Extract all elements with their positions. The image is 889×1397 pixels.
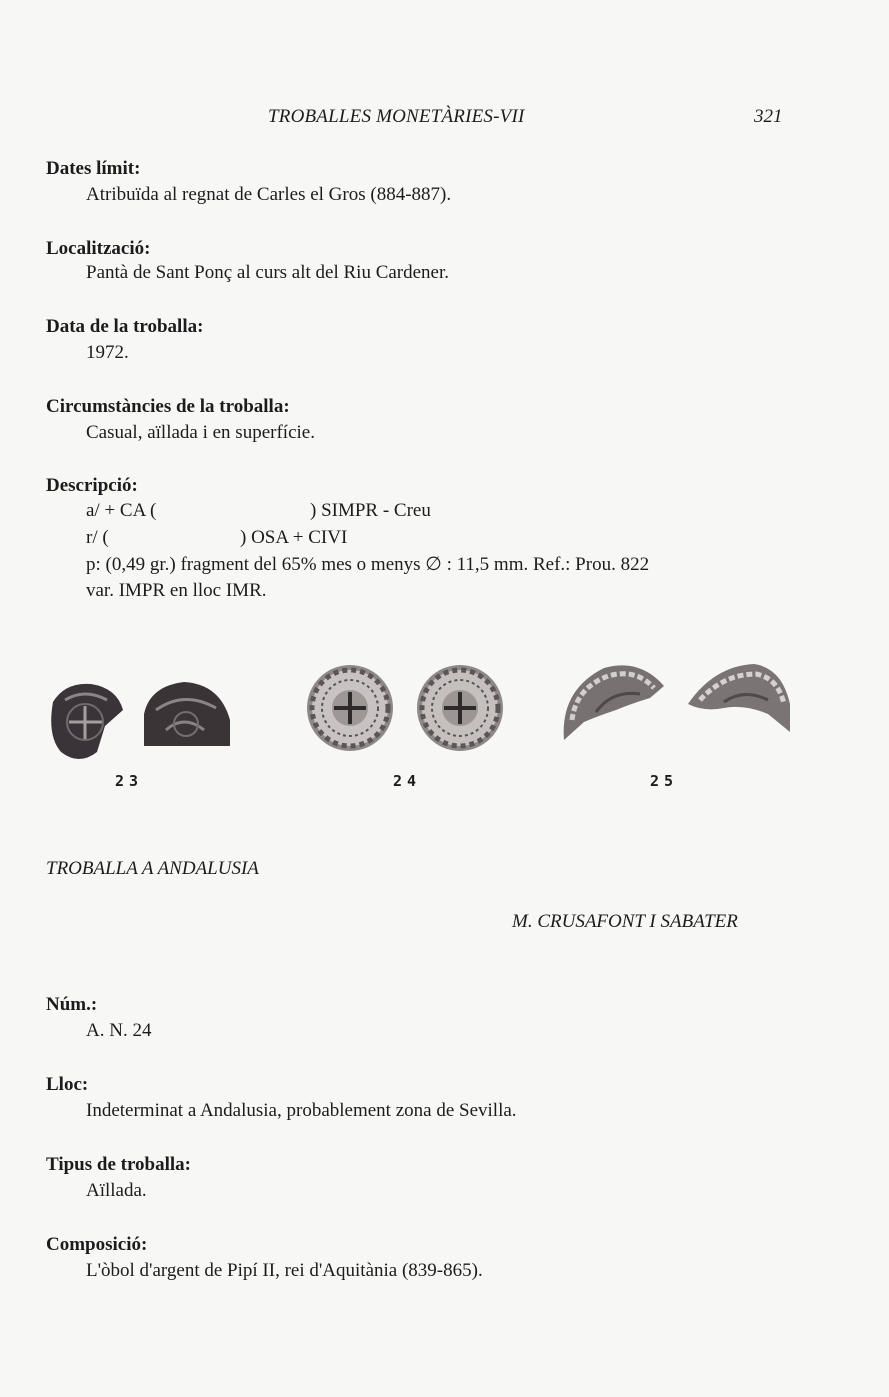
coin-label-24: 24 bbox=[393, 772, 422, 790]
coin-24-reverse bbox=[416, 664, 504, 752]
coin-25-obverse bbox=[560, 660, 666, 746]
weight-line: p: (0,49 gr.) fragment del 65% mes o menys ∅ : 11,5 mm. Ref.: Prou. 822 bbox=[86, 554, 650, 575]
reverse-legend-start: r/ ( bbox=[86, 527, 109, 548]
find-type-value: Aïllada. bbox=[86, 1180, 147, 1201]
page-number: 321 bbox=[754, 106, 783, 127]
find-type-label: Tipus de troballa: bbox=[46, 1154, 192, 1175]
author-name: M. CRUSAFONT I SABATER bbox=[512, 911, 738, 932]
find-date-value: 1972. bbox=[86, 342, 129, 363]
number-label: Núm.: bbox=[46, 994, 98, 1015]
running-head: TROBALLES MONETÀRIES-VII bbox=[268, 106, 525, 127]
obverse-legend-start: a/ + CA ( bbox=[86, 500, 157, 521]
coin-24-obverse bbox=[306, 664, 394, 752]
coin-23-reverse bbox=[140, 680, 232, 750]
coin-23-obverse bbox=[45, 680, 127, 766]
composition-label: Composició: bbox=[46, 1234, 148, 1255]
find-date-label: Data de la troballa: bbox=[46, 316, 204, 337]
reverse-legend-end: ) OSA + CIVI bbox=[240, 527, 348, 548]
section-title: TROBALLA A ANDALUSIA bbox=[46, 858, 259, 879]
place-value: Indeterminat a Andalusia, probablement zona de Sevilla. bbox=[86, 1100, 517, 1121]
coin-label-23: 23 bbox=[115, 772, 144, 790]
circumstances-label: Circumstàncies de la troballa: bbox=[46, 396, 290, 417]
circumstances-value: Casual, aïllada i en superfície. bbox=[86, 422, 315, 443]
place-label: Lloc: bbox=[46, 1074, 89, 1095]
composition-value: L'òbol d'argent de Pipí II, rei d'Aquitània (839-865). bbox=[86, 1260, 483, 1281]
location-value: Pantà de Sant Ponç al curs alt del Riu Cardener. bbox=[86, 262, 450, 283]
variant-line: var. IMPR en lloc IMR. bbox=[86, 580, 267, 601]
location-label: Localització: bbox=[46, 238, 151, 259]
obverse-legend-end: ) SIMPR - Creu bbox=[310, 500, 431, 521]
coin-label-25: 25 bbox=[650, 772, 679, 790]
coin-25-reverse bbox=[684, 660, 792, 736]
dates-value: Atribuïda al regnat de Carles el Gros (884-887). bbox=[86, 184, 452, 205]
number-value: A. N. 24 bbox=[86, 1020, 152, 1041]
description-label: Descripció: bbox=[46, 475, 138, 496]
dates-label: Dates límit: bbox=[46, 158, 141, 179]
